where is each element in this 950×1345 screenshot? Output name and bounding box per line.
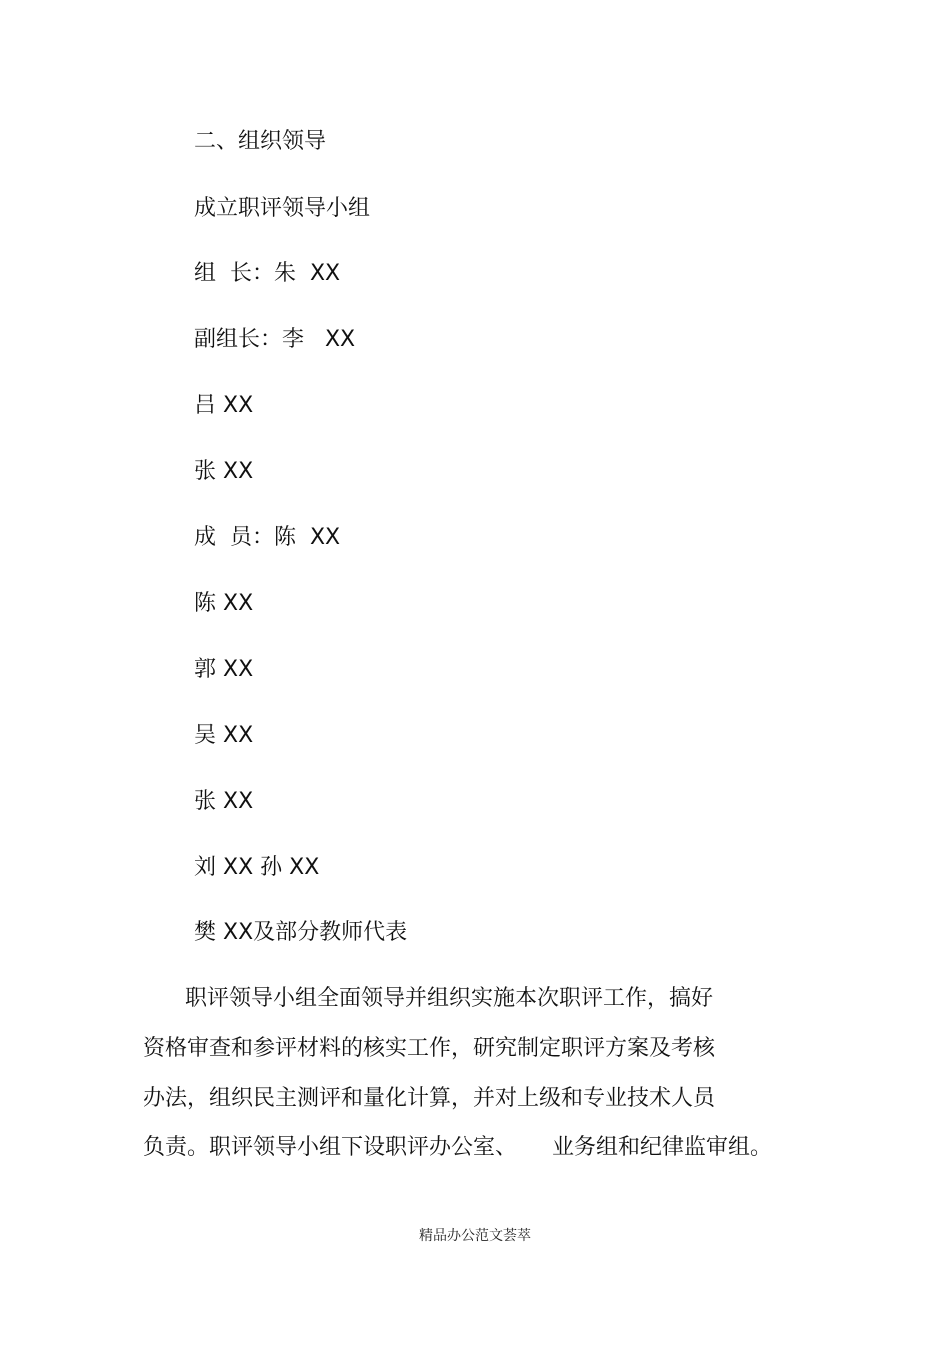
- paragraph-line: 职评领导小组全面领导并组织实施本次职评工作，搞好: [143, 986, 713, 1011]
- member-line: 郭 XX: [194, 657, 254, 682]
- member-line: 吴 XX: [194, 723, 254, 748]
- member-line: 成 员：陈 XX: [194, 525, 341, 550]
- member-line: 副组长：李 XX: [194, 327, 356, 352]
- member-line: 樊 XX及部分教师代表: [194, 920, 408, 945]
- page-footer: 精品办公范文荟萃: [419, 1228, 531, 1244]
- member-line: 组 长：朱 XX: [194, 261, 341, 286]
- duty-paragraph: [143, 984, 803, 1160]
- member-line: 吕 XX: [194, 393, 254, 418]
- member-line: 刘 XX 孙 XX: [194, 855, 320, 880]
- member-line: 陈 XX: [194, 591, 254, 616]
- paragraph-line: 办法，组织民主测评和量化计算，并对上级和专业技术人员: [143, 1086, 716, 1111]
- section-heading: 二、组织领导: [194, 129, 327, 154]
- group-title: 成立职评领导小组: [194, 196, 371, 221]
- paragraph-line: 资格审查和参评材料的核实工作，研究制定职评方案及考核: [143, 1036, 716, 1061]
- member-line: 张 XX: [194, 789, 254, 814]
- paragraph-line: 负责。职评领导小组下设职评办公室、 业务组和纪律监审组。: [143, 1135, 772, 1160]
- member-line: 张 XX: [194, 459, 254, 484]
